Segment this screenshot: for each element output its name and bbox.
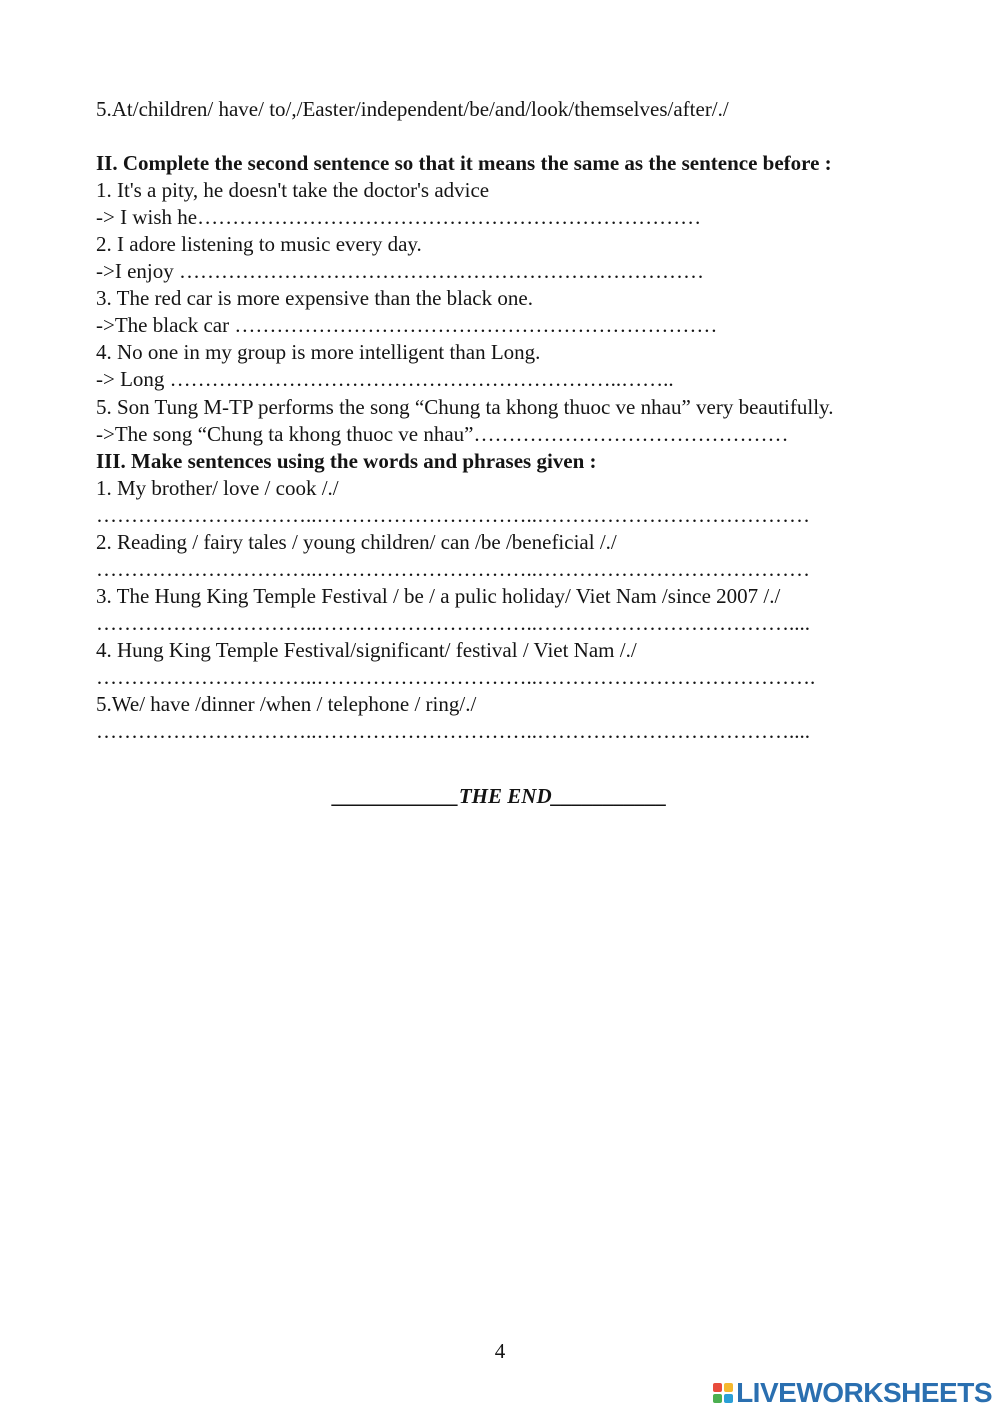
exercise-line-top: 5.At/children/ have/ to/,/Easter/independent/be/and/look/themselves/after/./ [96,97,729,121]
section-3-line: 5.We/ have /dinner /when / telephone / ring/./ [96,692,477,716]
liveworksheets-logo-icon [713,1383,733,1403]
section-3-heading: III. Make sentences using the words and phrases given : [96,449,597,473]
section-2-answer-line[interactable]: -> I wish he……………………………………………………………… [96,205,702,229]
section-2-line: 3. The red car is more expensive than the black one. [96,286,533,310]
section-3-answer-line[interactable]: …………………………..…………………………..……………………………….... [96,611,810,635]
section-3-answer-line[interactable]: …………………………..…………………………..………………………………… [96,557,810,581]
section-2-answer-line[interactable]: -> Long ………………………………………………………..…….. [96,367,674,391]
section-3-line: 4. Hung King Temple Festival/significant/ festival / Viet Nam /./ [96,638,637,662]
section-2-heading: II. Complete the second sentence so that it means the same as the sentence before : [96,151,832,175]
section-2-line: 5. Son Tung M-TP performs the song “Chung ta khong thuoc ve nhau” very beautifully. [96,395,834,419]
section-2-line: 4. No one in my group is more intelligent than Long. [96,340,541,364]
section-2-answer-line[interactable]: ->I enjoy ………………………………………………………………… [96,259,704,283]
section-3-answer-line[interactable]: …………………………..…………………………..…………………………………. [96,665,816,689]
section-3-line: 1. My brother/ love / cook /./ [96,476,339,500]
section-3-answer-line[interactable]: …………………………..…………………………..……………………………….... [96,719,810,743]
liveworksheets-brand[interactable] [713,1378,992,1408]
section-3-line: 3. The Hung King Temple Festival / be / a pulic holiday/ Viet Nam /since 2007 /./ [96,584,781,608]
page-number: 4 [494,1339,506,1363]
section-3-answer-line[interactable]: …………………………..…………………………..………………………………… [96,503,810,527]
section-2-line: 2. I adore listening to music every day. [96,232,422,256]
section-2-line: 1. It's a pity, he doesn't take the doctor's advice [96,178,490,202]
section-3-line: 2. Reading / fairy tales / young children/ can /be /beneficial /./ [96,530,617,554]
the-end-marker: ____________THE END___________ [332,784,668,808]
section-2-answer-line[interactable]: ->The song “Chung ta khong thuoc ve nhau”……………………………………… [96,422,789,446]
brand-name: LIVEWORKSHEETS [736,1377,992,1408]
section-2-answer-line[interactable]: ->The black car …………………………………………………………… [96,313,718,337]
